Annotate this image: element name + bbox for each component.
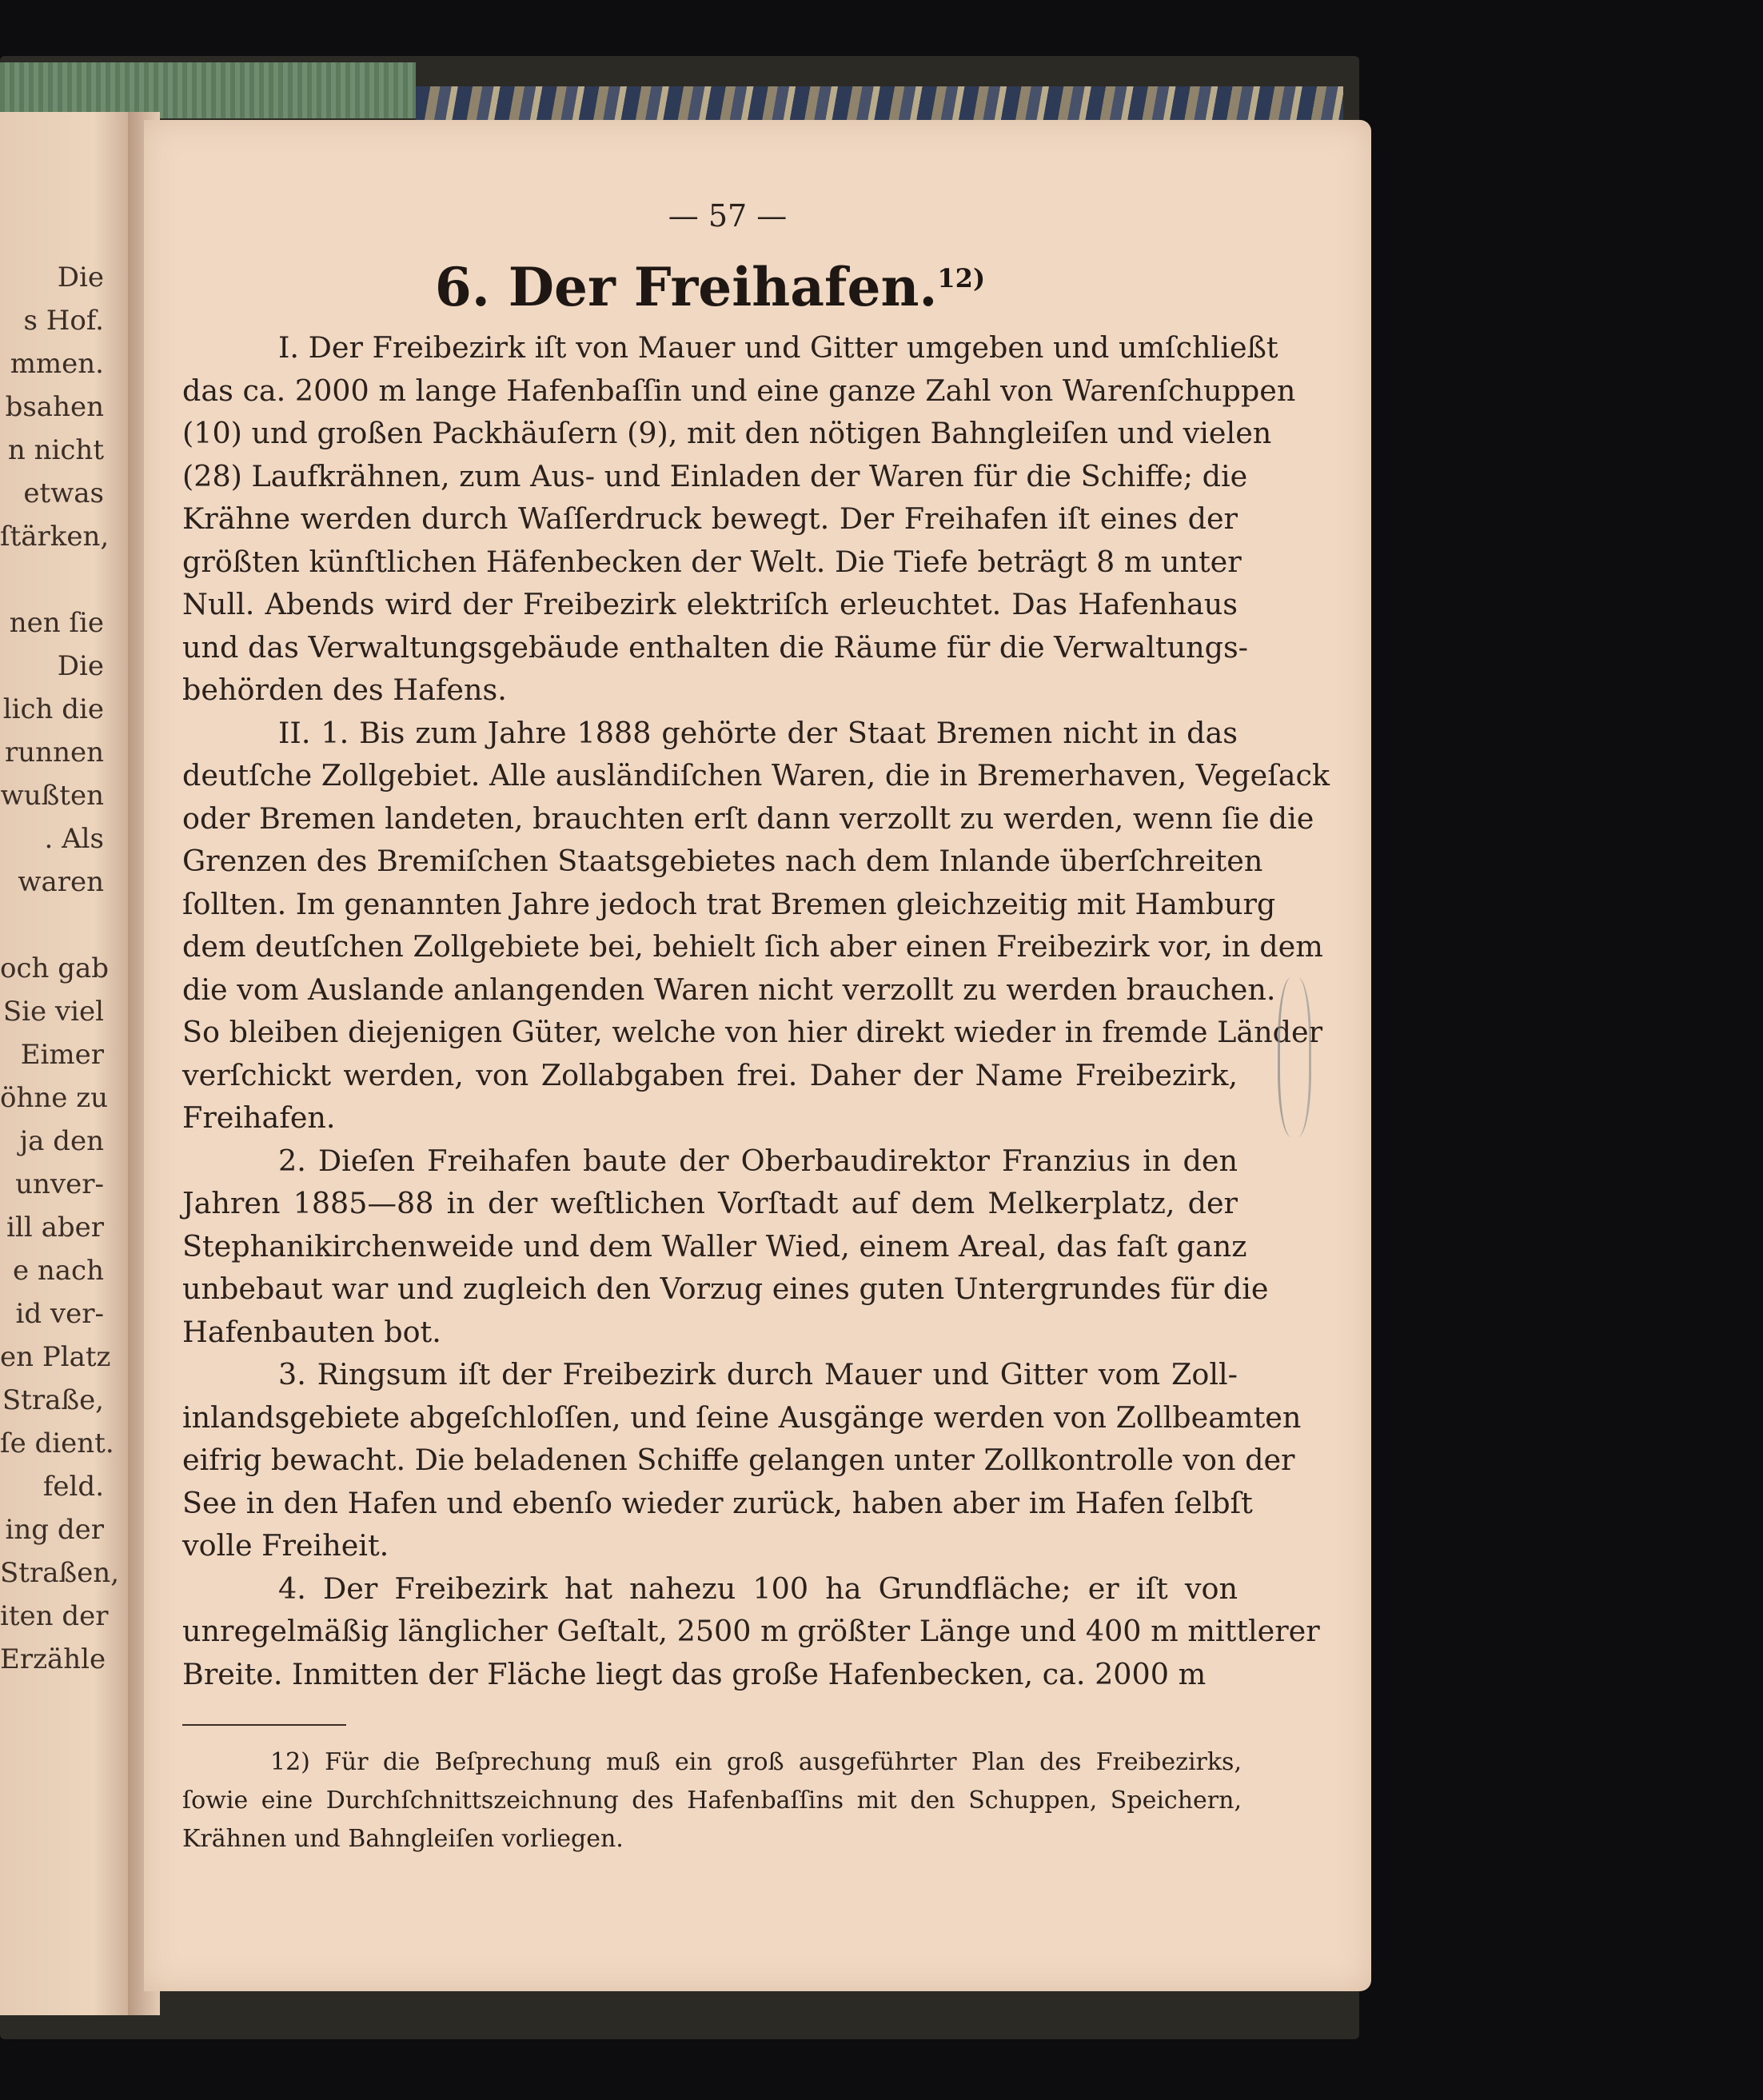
text-line: 2. Dieſen Freihafen baute der Oberbaudirektor Franzius in den [278,1143,1238,1178]
text-line: Hafenbauten bot. [182,1314,441,1349]
body-text [182,326,1330,1695]
footnote-line: Krähnen und Bahngleiſen vorliegen. [182,1825,624,1853]
left-page-line: ill aber [6,1212,104,1244]
text-line: das ca. 2000 m lange Hafenbaſſin und eine ganze Zahl von Warenſchuppen [182,373,1296,408]
left-page-line: iten der [0,1600,109,1632]
left-page-line: Straße, [2,1384,104,1416]
paragraph [182,1353,1302,1567]
left-page-line: s Hof. [23,305,104,337]
paragraph [182,326,1296,712]
footnote [182,1743,1242,1858]
left-page-line: runnen [5,737,104,769]
text-line: I. Der Freibezirk iſt von Mauer und Gitter umgeben und umſchließt [278,330,1278,365]
left-page-line: bsahen [5,391,104,423]
text-line: oder Bremen landeten, brauchten erſt dann verzollt zu werden, wenn ſie die [182,800,1314,836]
left-page-line: lich die [2,693,104,725]
text-line: eifrig bewacht. Die beladenen Schiffe gelangen unter Zollkontrolle von der [182,1443,1295,1477]
left-page-text [0,256,120,1681]
page-title [182,256,1238,318]
paragraph [182,1140,1269,1354]
title-footnote-ref: 12) [937,263,986,293]
left-page-line: Die [57,262,104,293]
left-page [0,112,134,2015]
left-page-line: . Als [44,823,104,855]
text-line: volle Freiheit. [182,1528,389,1563]
text-line: und das Verwaltungsgebäude enthalten die Räume für die Verwaltungs- [182,629,1249,665]
left-page-line: Sie viel [2,996,104,1028]
paragraph [182,712,1330,1140]
left-page-line: ſtärken, [0,521,110,553]
text-line: Jahren 1885—88 in der weſtlichen Vorſtadt auf dem Melkerplatz, der [182,1186,1238,1220]
text-line: behörden des Hafens. [182,673,507,707]
footnote-rule [182,1724,346,1726]
text-line: Null. Abends wird der Freibezirk elektriſch erleuchtet. Das Hafenhaus [182,587,1238,621]
left-page-line: mmen. [10,348,104,380]
left-page-line: e nach [12,1255,104,1287]
left-page-line: unver- [15,1168,104,1200]
left-page-line [0,904,104,947]
text-line: Freihafen. [182,1100,336,1135]
text-line: größten künſtlichen Häfenbecken der Welt. Die Tiefe beträgt 8 m unter [182,544,1242,579]
footnote-line: ſowie eine Durchſchnittszeichnung des Hafenbaſſins mit den Schuppen, Speichern, [182,1787,1242,1815]
left-page-line: etwas [23,477,104,509]
pencil-mark [1278,977,1311,1137]
left-page-line: id ver- [15,1298,104,1330]
text-line: dem deutſchen Zollgebiete bei, behielt ſich aber einen Freibezirk vor, in dem [182,929,1323,964]
left-page-line: waren [18,866,104,898]
text-line: (28) Laufkrähnen, zum Aus- und Einladen der Waren für die Schiffe; die [182,458,1248,493]
text-line: deutſche Zollgebiet. Alle ausländiſchen Waren, die in Bremerhaven, Vegeſack [182,758,1330,792]
text-line: See in den Hafen und ebenſo wieder zurück, haben aber im Hafen ſelbſt [182,1485,1253,1520]
spine-cloth [0,62,416,118]
left-page-line: och gab [0,952,110,984]
text-line: So bleiben diejenigen Güter, welche von hier direkt wieder in fremde Länder [182,1015,1323,1049]
left-page-line: Die [57,650,104,682]
paragraph [182,1567,1320,1696]
text-line: unbebaut war und zugleich den Vorzug eines guten Untergrundes für die [182,1272,1269,1306]
text-line: inlandsgebiete abgeſchloſſen, und ſeine Ausgänge werden von Zollbeamten [182,1399,1302,1435]
text-line: II. 1. Bis zum Jahre 1888 gehörte der Staat Bremen nicht in das [278,715,1238,750]
text-line: unregelmäßig länglicher Geſtalt, 2500 m größter Länge und 400 m mittlerer [182,1614,1320,1648]
left-page-line: ja den [19,1125,104,1157]
left-page-line: nen ſie [9,607,104,639]
left-page-line: ſe dient. [0,1427,114,1459]
left-page-line: Straßen, [0,1557,120,1589]
text-line: Breite. Inmitten der Fläche liegt das große Hafenbecken, ca. 2000 m [182,1656,1207,1691]
left-page-line: wußten [0,780,104,812]
text-line: 4. Der Freibezirk hat nahezu 100 ha Grundfläche; er iſt von [278,1571,1238,1606]
left-page-line: en Platz [0,1341,111,1373]
footnote-line: 12) Für die Beſprechung muß ein groß ausgeführter Plan des Freibezirks, [270,1748,1242,1776]
left-page-line: öhne zu [0,1082,109,1114]
title-text: 6. Der Freihafen. [434,256,938,318]
left-page-line: ing der [5,1514,104,1546]
left-page-line [0,558,104,601]
text-line: 3. Ringsum iſt der Freibezirk durch Mauer und Gitter vom Zoll- [278,1357,1238,1391]
text-line: (10) und großen Packhäuſern (9), mit den nötigen Bahngleiſen und vielen [182,416,1272,450]
text-line: verſchickt werden, von Zollabgaben frei. Daher der Name Freibezirk, [182,1057,1238,1092]
text-line: Krähne werden durch Waſſerdruck bewegt. Der Freihafen iſt eines der [182,501,1238,536]
text-line: die vom Auslande anlangenden Waren nicht verzollt zu werden brauchen. [182,972,1276,1007]
left-page-line: Eimer [20,1039,104,1071]
left-page-line: Erzähle [0,1643,106,1675]
text-line: Stephanikirchenweide und dem Waller Wied, einem Areal, das faſt ganz [182,1228,1247,1264]
page-number: — 57 — [668,198,788,234]
text-line: ſollten. Im genannten Jahre jedoch trat Bremen gleichzeitig mit Hamburg [182,886,1276,921]
left-page-line: feld. [42,1471,104,1503]
left-page-line: n nicht [7,434,104,466]
text-line: Grenzen des Bremiſchen Staatsgebietes nach dem Inlande überſchreiten [182,844,1263,878]
